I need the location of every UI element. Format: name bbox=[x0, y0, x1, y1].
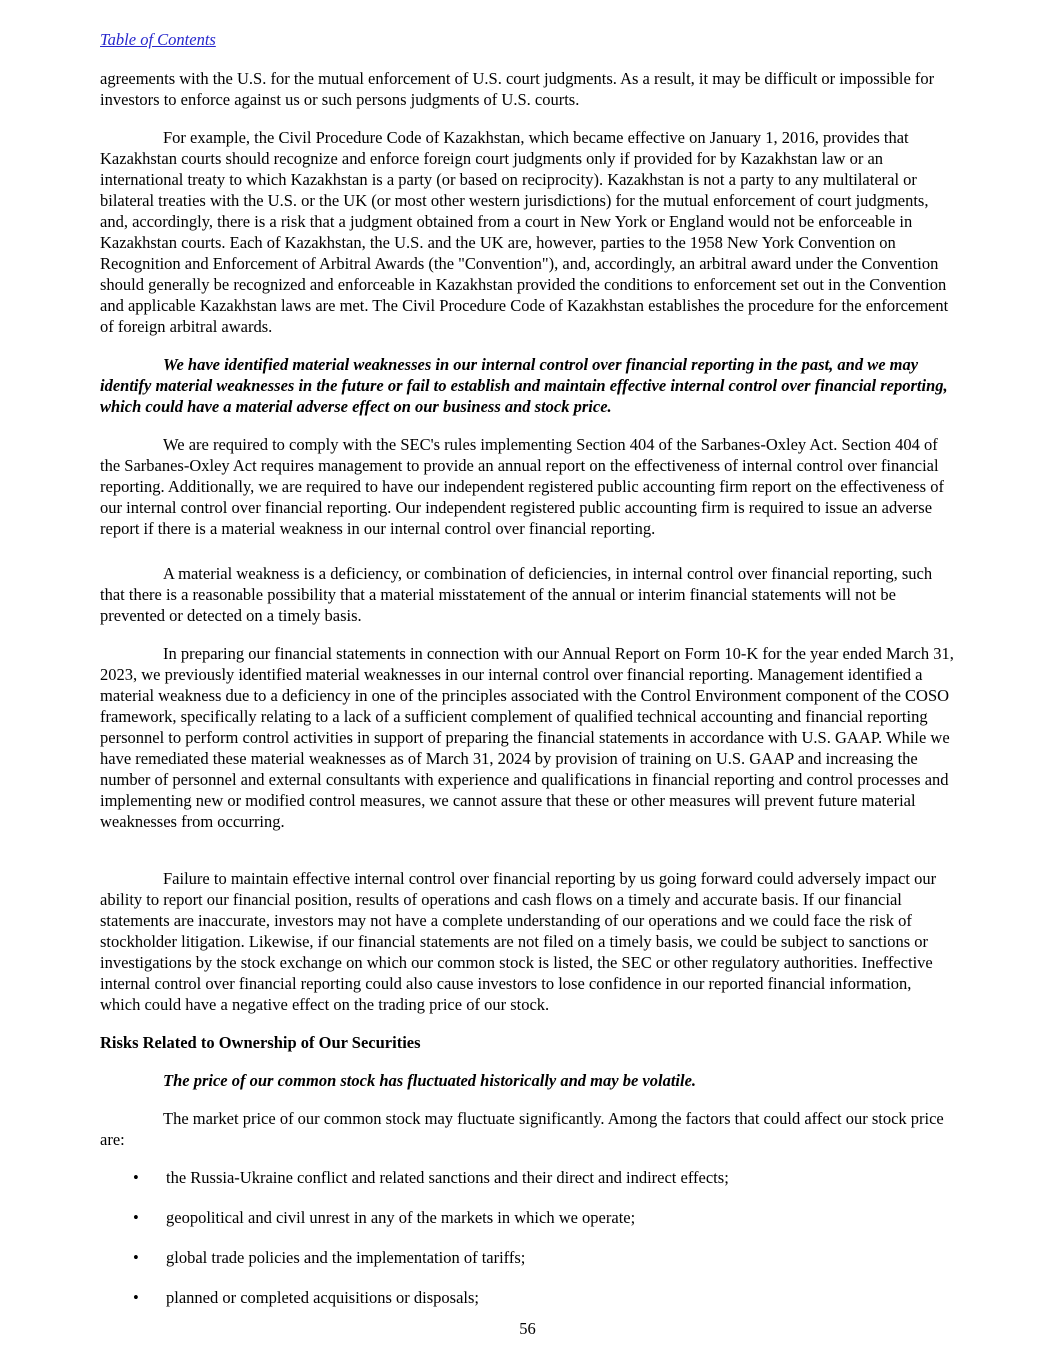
paragraph-failure-to-maintain-controls: Failure to maintain effective internal control over financial reporting by us going forward could adversely impact our ability to report our financial position, results of operations and cash flows on a timely and accurate basis. If our financial statements are inaccurate, investors may not have a complete understanding of our operations and we could face the risk of stockholder litigation. Likewise, if our financial statements are not filed on a timely basis, we could be subject to sanctions or investigations by the stock exchange on which our common stock is listed, the SEC or other regulatory authorities. Ineffective internal control over financial reporting could also cause investors to lose confidence in our reported financial information, which could have a negative effect on the trading price of our stock. bbox=[100, 869, 937, 1014]
list-item bbox=[100, 1287, 955, 1308]
bullet-text: global trade policies and the implementation of tariffs; bbox=[166, 1248, 526, 1267]
risk-factors-bullet-list bbox=[100, 1167, 955, 1308]
risk-heading-stock-price-volatile: The price of our common stock has fluctuated historically and may be volatile. bbox=[163, 1071, 697, 1090]
bullet-icon: • bbox=[133, 1168, 139, 1187]
paragraph-enforcement-judgments: agreements with the U.S. for the mutual enforcement of U.S. court judgments. As a result, it may be difficult or impossible for investors to enforce against us or such persons judgments of U.S. courts. bbox=[100, 69, 935, 109]
paragraph-sec-section-404: We are required to comply with the SEC's rules implementing Section 404 of the Sarbanes-Oxley Act. Section 404 of the Sarbanes-Oxley Act requires management to provide an annual report on the effectiveness of internal control over financial reporting. Additionally, we are required to have our independent registered public accounting firm report on the effectiveness of our internal control over financial reporting. Our independent registered public accounting firm is required to issue an adverse report if there is a material weakness in our internal control over financial reporting. bbox=[100, 435, 944, 538]
bullet-text: planned or completed acquisitions or disposals; bbox=[166, 1288, 479, 1307]
list-item bbox=[100, 1247, 955, 1268]
list-item bbox=[100, 1167, 955, 1188]
risk-heading-material-weaknesses: We have identified material weaknesses in our internal control over financial reporting in the past, and we may identify material weaknesses in the future or fail to establish and maintain effective internal control over financial reporting, which could have a material adverse effect on our business and stock price. bbox=[100, 355, 948, 416]
list-item bbox=[100, 1207, 955, 1228]
bullet-icon: • bbox=[133, 1248, 139, 1267]
paragraph-market-price-factors: The market price of our common stock may fluctuate significantly. Among the factors that could affect our stock price are: bbox=[100, 1109, 944, 1149]
section-heading-risks-ownership-securities: Risks Related to Ownership of Our Securities bbox=[100, 1033, 421, 1052]
page-number: 56 bbox=[519, 1319, 536, 1338]
paragraph-form-10k-weaknesses: In preparing our financial statements in connection with our Annual Report on Form 10-K for the year ended March 31, 2023, we previously identified material weaknesses in our internal control over financial reporting. Management identified a material weakness due to a deficiency in one of the principles associated with the Control Environment component of the COSO framework, specifically relating to a lack of a sufficient complement of qualified technical accounting and financial reporting personnel to perform control activities in support of preparing the financial statements in accordance with U.S. GAAP. While we have remediated these material weaknesses as of March 31, 2024 by provision of training on U.S. GAAP and increasing the number of personnel and external consultants with experience and qualifications in financial reporting and control processes and implementing new or modified control measures, we cannot assure that these or other measures will prevent future material weaknesses from occurring. bbox=[100, 644, 954, 831]
paragraph-civil-procedure-code: For example, the Civil Procedure Code of Kazakhstan, which became effective on January 1, 2016, provides that Kazakhstan courts should recognize and enforce foreign court judgments only if provided for by Kazakhstan law or an international treaty to which Kazakhstan is a party (or based on reciprocity). Kazakhstan is not a party to any multilateral or bilateral treaties with the U.S. or the UK (or most other western jurisdictions) for the mutual enforcement of court judgments, and, accordingly, there is a risk that a judgment obtained from a court in New York or England would not be enforceable in Kazakhstan courts. Each of Kazakhstan, the U.S. and the UK are, however, parties to the 1958 New York Convention on Recognition and Enforcement of Arbitral Awards (the "Convention"), and, accordingly, an arbitral award under the Convention should generally be recognized and enforceable in Kazakhstan provided the conditions to enforcement set out in the Convention and applicable Kazakhstan laws are met. The Civil Procedure Code of Kazakhstan establishes the procedure for the enforcement of foreign arbitral awards. bbox=[100, 128, 949, 336]
table-of-contents-link[interactable]: Table of Contents bbox=[100, 30, 216, 49]
bullet-icon: • bbox=[133, 1208, 139, 1227]
paragraph-material-weakness-definition: A material weakness is a deficiency, or combination of deficiencies, in internal control over financial reporting, such that there is a reasonable possibility that a material misstatement of the annual or interim financial statements will not be prevented or detected on a timely basis. bbox=[100, 564, 933, 625]
bullet-icon: • bbox=[133, 1288, 139, 1307]
bullet-text: geopolitical and civil unrest in any of the markets in which we operate; bbox=[166, 1208, 636, 1227]
bullet-text: the Russia-Ukraine conflict and related sanctions and their direct and indirect effects; bbox=[166, 1168, 729, 1187]
